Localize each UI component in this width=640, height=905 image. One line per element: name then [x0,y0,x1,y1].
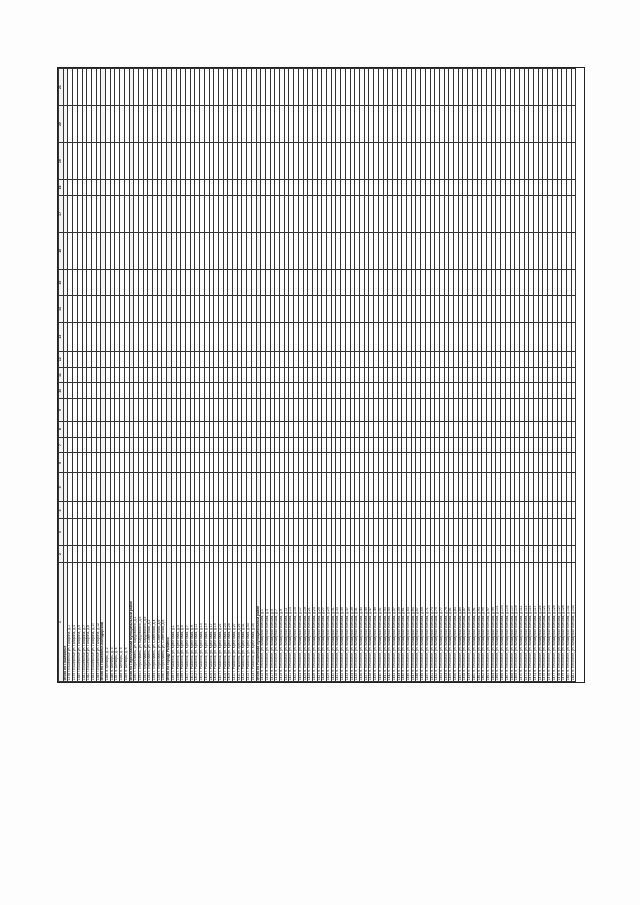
column-number-20: 20 [59,106,64,143]
address-cell: 1434 п. Песочное, ул. Коммунистическая, д.39 [350,563,355,682]
column-number-6: 6 [59,453,64,473]
address-cell: 1387 п. Октябрь, д. 4 [115,563,120,682]
address-cell: 1421 п. Песочное, ул. Коммунистическая, д.13 [289,563,294,682]
address-cell: Итого по Пошехонье [63,563,68,682]
value-cell [571,453,576,473]
address-cell: 1445 п. Песочное, ул. Коммунистическая, д.61 [402,563,407,682]
column-number-5: 5 [59,473,64,502]
address-cell: 1417 п. Песочное, ул. Коммунистическая, д.5 [270,563,275,682]
address-cell: 1410 г. Рыбинск, ул. Крестовая, д.27 [233,563,238,682]
column-number-15: 15 [59,269,64,295]
table-row [571,69,576,682]
address-cell: 1478 п. Песочное, ул. Коммунистическая, д.127 [557,563,562,682]
address-cell: 1460 п. Песочное, ул. Коммунистическая, д.91 [472,563,477,682]
address-cell: 1464 п. Песочное, ул. Коммунистическая, д.99 [491,563,496,682]
address-cell: 1455 п. Песочное, ул. Коммунистическая, д.81 [449,563,454,682]
address-cell: 1412 г. Рыбинск, ул. Крестовая, д.31 [242,563,247,682]
address-cell: 1468 п. Песочное, ул. Коммунистическая, д.107 [510,563,515,682]
address-cell: 1388 п. Октябрь, д. 5 [120,563,125,682]
address-cell: 1416 п. Песочное, ул. Коммунистическая, д.3 [265,563,270,682]
column-number-3: 3 [59,519,64,545]
address-cell: 1437 п. Песочное, ул. Коммунистическая, д.45 [364,563,369,682]
address-cell: 1431 п. Песочное, ул. Коммунистическая, д.33 [336,563,341,682]
address-cell: 1451 п. Песочное, ул. Коммунистическая, д.73 [430,563,435,682]
address-cell: 1457 п. Песочное, ул. Коммунистическая, д.85 [458,563,463,682]
address-cell: 1458 п. Песочное, ул. Коммунистическая, д.87 [463,563,468,682]
address-cell: 1449 п. Песочное, ул. Коммунистическая, д.69 [421,563,426,682]
address-cell: 1379 г.Пошехонье ул. Гагарина, д.3 [73,563,78,682]
column-number-17: 17 [59,195,64,232]
value-cell [571,351,576,367]
value-cell [571,519,576,545]
value-cell [571,143,576,180]
address-cell: 1408 г. Рыбинск, ул. Крестовая, д.23 [223,563,228,682]
address-cell: 1414 г. Рыбинск, ул. Крестовая, д.35 [251,563,256,682]
value-cell [571,322,576,351]
address-cell: 1475 п. Песочное, ул. Коммунистическая, д.121 [543,563,548,682]
address-cell: 1459 п. Песочное, ул. Коммунистическая, д.89 [468,563,473,682]
address-cell: 1423 п. Песочное, ул. Коммунистическая, д.17 [298,563,303,682]
address-cell: 1382 г.Пошехонье ул. Гагарина, д.8 [87,563,92,682]
address-cell: 1400 г. Рыбинск, ул. Крестовая, д.7 [185,563,190,682]
address-cell: 1415 п. Песочное, ул. Коммунистическая, д.1 [261,563,266,682]
address-cell: 1477 п. Песочное, ул. Коммунистическая, д.125 [552,563,557,682]
address-cell: 1454 п. Песочное, ул. Коммунистическая, д.79 [444,563,449,682]
value-cell [571,383,576,399]
address-cell: 1452 п. Песочное, ул. Коммунистическая, д.75 [435,563,440,682]
address-cell: 1438 п. Песочное, ул. Коммунистическая, д.47 [369,563,374,682]
address-cell: 1396 г. Переславль, ул. Советская, д.8 [162,563,167,682]
column-number-13: 13 [59,322,64,351]
address-cell: 1413 г. Рыбинск, ул. Крестовая, д.33 [247,563,252,682]
address-cell: 1447 п. Песочное, ул. Коммунистическая, д.65 [411,563,416,682]
column-number-18: 18 [59,180,64,196]
column-number-9: 9 [59,399,64,421]
address-cell: 1469 п. Песочное, ул. Коммунистическая, д.109 [515,563,520,682]
address-cell: 1403 г. Рыбинск, ул. Крестовая, д.13 [200,563,205,682]
address-cell: 1380 г.Пошехонье ул. Гагарина, д.5 [77,563,82,682]
address-cell: 1393 г. Переславль, ул. Советская, д.2 [148,563,153,682]
address-cell: 1448 п. Песочное, ул. Коммунистическая, д.67 [416,563,421,682]
address-cell: 1402 г. Рыбинск, ул. Крестовая, д.11 [195,563,200,682]
address-cell: 1389 п. Октябрь, д. 6 [124,563,129,682]
address-cell: 1411 г. Рыбинск, ул. Крестовая, д.29 [237,563,242,682]
address-cell: 1424 п. Песочное, ул. Коммунистическая, д.19 [303,563,308,682]
address-cell: 1472 п. Песочное, ул. Коммунистическая, д.115 [529,563,534,682]
address-cell: 1398 г. Рыбинск, ул. Крестовая, д.3 [176,563,181,682]
address-cell: Итого по Пошехонье-Володарский [101,563,106,682]
address-cell: 1392 г. Переславль, ул. Кардовского, д.5 [143,563,148,682]
address-cell: 1406 г. Рыбинск, ул. Крестовая, д.19 [214,563,219,682]
address-cell: 1435 п. Песочное, ул. Коммунистическая, д.41 [355,563,360,682]
address-cell: 1395 г. Переславль, ул. Советская, д.6 [157,563,162,682]
rotated-register-sheet [57,67,585,683]
address-cell: 1404 г. Рыбинск, ул. Крестовая, д.15 [204,563,209,682]
address-cell: 1471 п. Песочное, ул. Коммунистическая, д.113 [524,563,529,682]
column-number-1: 1 [59,563,64,682]
address-cell: 1390 г. Переславль, ул. Кардовского, д.1 [134,563,139,682]
address-cell: 1394 г. Переславль, ул. Советская, д.4 [153,563,158,682]
address-cell: 1418 п. Песочное, ул. Коммунистическая, д.7 [275,563,280,682]
address-cell: 1453 п. Песочное, ул. Коммунистическая, д.77 [439,563,444,682]
address-cell: 1429 п. Песочное, ул. Коммунистическая, д.29 [327,563,332,682]
address-cell: 1476 п. Песочное, ул. Коммунистическая, д.123 [548,563,553,682]
value-cell [571,421,576,437]
value-cell [571,296,576,322]
register-table-body [63,69,576,682]
address-cell: 1466 п. Песочное, ул. Коммунистическая, д.103 [501,563,506,682]
register-table [58,68,576,682]
address-cell: 1450 п. Песочное, ул. Коммунистическая, д.71 [425,563,430,682]
value-cell [571,367,576,383]
address-cell: Итого по городу Рыбинск [167,563,172,682]
address-cell: 1405 г. Рыбинск, ул. Крестовая, д.17 [209,563,214,682]
address-cell: 1473 п. Песочное, ул. Коммунистическая, д.117 [534,563,539,682]
address-cell: 1425 п. Песочное, ул. Коммунистическая, д.21 [308,563,313,682]
address-cell: 1384 г.Пошехонье ул. Гагарина, д.12 [96,563,101,682]
address-cell: 1378 г.Пошехонье ул. Гагарина, д.1 [68,563,73,682]
address-cell: 1381 г.Пошехонье ул. Гагарина, д.7 [82,563,87,682]
column-number-7: 7 [59,437,64,453]
address-cell: Итого по Переславский муниципальный район [129,563,134,682]
value-cell [571,106,576,143]
address-cell: 1428 п. Песочное, ул. Коммунистическая, д.27 [322,563,327,682]
value-cell [571,69,576,106]
address-cell: 1409 г. Рыбинск, ул. Крестовая, д.25 [228,563,233,682]
address-cell: 1443 п. Песочное, ул. Коммунистическая, д.57 [392,563,397,682]
address-cell: 1442 п. Песочное, ул. Коммунистическая, д.55 [388,563,393,682]
address-cell: 1439 п. Песочное, ул. Коммунистическая, д.49 [374,563,379,682]
value-cell [571,269,576,295]
column-number-11: 11 [59,367,64,383]
column-number-8: 8 [59,421,64,437]
address-cell: 1462 п. Песочное, ул. Коммунистическая, д.95 [482,563,487,682]
column-number-14: 14 [59,296,64,322]
address-cell: 1467 п. Песочное, ул. Коммунистическая, д.105 [505,563,510,682]
address-cell: 1407 г. Рыбинск, ул. Крестовая, д.21 [218,563,223,682]
address-cell: 1480 п. Песочное, ул. Коммунистическая, д.131 [566,563,571,682]
address-cell: Итого по Рыбинский муниципальный район [256,563,261,682]
address-cell: 1427 п. Песочное, ул. Коммунистическая, д.25 [317,563,322,682]
value-cell [571,195,576,232]
value-cell [571,399,576,421]
address-cell: 1479 п. Песочное, ул. Коммунистическая, д.129 [562,563,567,682]
address-cell: 1444 п. Песочное, ул. Коммунистическая, д.59 [397,563,402,682]
column-number-12: 12 [59,351,64,367]
address-cell: 1430 п. Песочное, ул. Коммунистическая, д.31 [331,563,336,682]
column-number-16: 16 [59,232,64,269]
address-cell: 1436 п. Песочное, ул. Коммунистическая, д.43 [360,563,365,682]
value-cell [571,232,576,269]
address-cell: 1422 п. Песочное, ул. Коммунистическая, д.15 [294,563,299,682]
address-cell: 1426 п. Песочное, ул. Коммунистическая, д.23 [312,563,317,682]
column-number-21: 21 [59,69,64,106]
value-cell [571,502,576,519]
address-cell: 1481 п. Песочное, ул. Коммунистическая, д.133 [571,563,576,682]
address-cell: 1461 п. Песочное, ул. Коммунистическая, д.93 [477,563,482,682]
column-number-10: 10 [59,383,64,399]
address-cell: 1419 п. Песочное, ул. Коммунистическая, д.9 [280,563,285,682]
address-cell: 1383 г.Пошехонье ул. Гагарина, д.10 [91,563,96,682]
address-cell: 1432 п. Песочное, ул. Коммунистическая, д.35 [341,563,346,682]
column-number-4: 4 [59,502,64,519]
address-cell: 1456 п. Песочное, ул. Коммунистическая, д.83 [454,563,459,682]
address-cell: 1474 п. Песочное, ул. Коммунистическая, д.119 [538,563,543,682]
address-cell: 1441 п. Песочное, ул. Коммунистическая, д.53 [383,563,388,682]
address-cell: 1385 п. Октябрь, д. 2 [106,563,111,682]
address-cell: 1420 п. Песочное, ул. Коммунистическая, д.11 [284,563,289,682]
value-cell [571,437,576,453]
value-cell [571,180,576,196]
address-cell: 1465 п. Песочное, ул. Коммунистическая, д.101 [496,563,501,682]
column-number-2: 2 [59,545,64,562]
address-cell: 1399 г. Рыбинск, ул. Крестовая, д.5 [181,563,186,682]
address-cell: 1391 г. Переславль, ул. Кардовского, д.3 [138,563,143,682]
address-cell: 1401 г. Рыбинск, ул. Крестовая, д.9 [190,563,195,682]
address-cell: 1470 п. Песочное, ул. Коммунистическая, д.111 [519,563,524,682]
value-cell [571,545,576,562]
value-cell [571,473,576,502]
address-cell: 1433 п. Песочное, ул. Коммунистическая, д.37 [345,563,350,682]
address-cell: 1386 п. Октябрь, д. 3 [110,563,115,682]
column-number-19: 19 [59,143,64,180]
address-cell: 1440 п. Песочное, ул. Коммунистическая, д.51 [378,563,383,682]
address-cell: 1446 п. Песочное, ул. Коммунистическая, д.63 [407,563,412,682]
address-cell: 1463 п. Песочное, ул. Коммунистическая, д.97 [486,563,491,682]
address-cell: 1397 г. Рыбинск, ул. Крестовая, д.1 [171,563,176,682]
